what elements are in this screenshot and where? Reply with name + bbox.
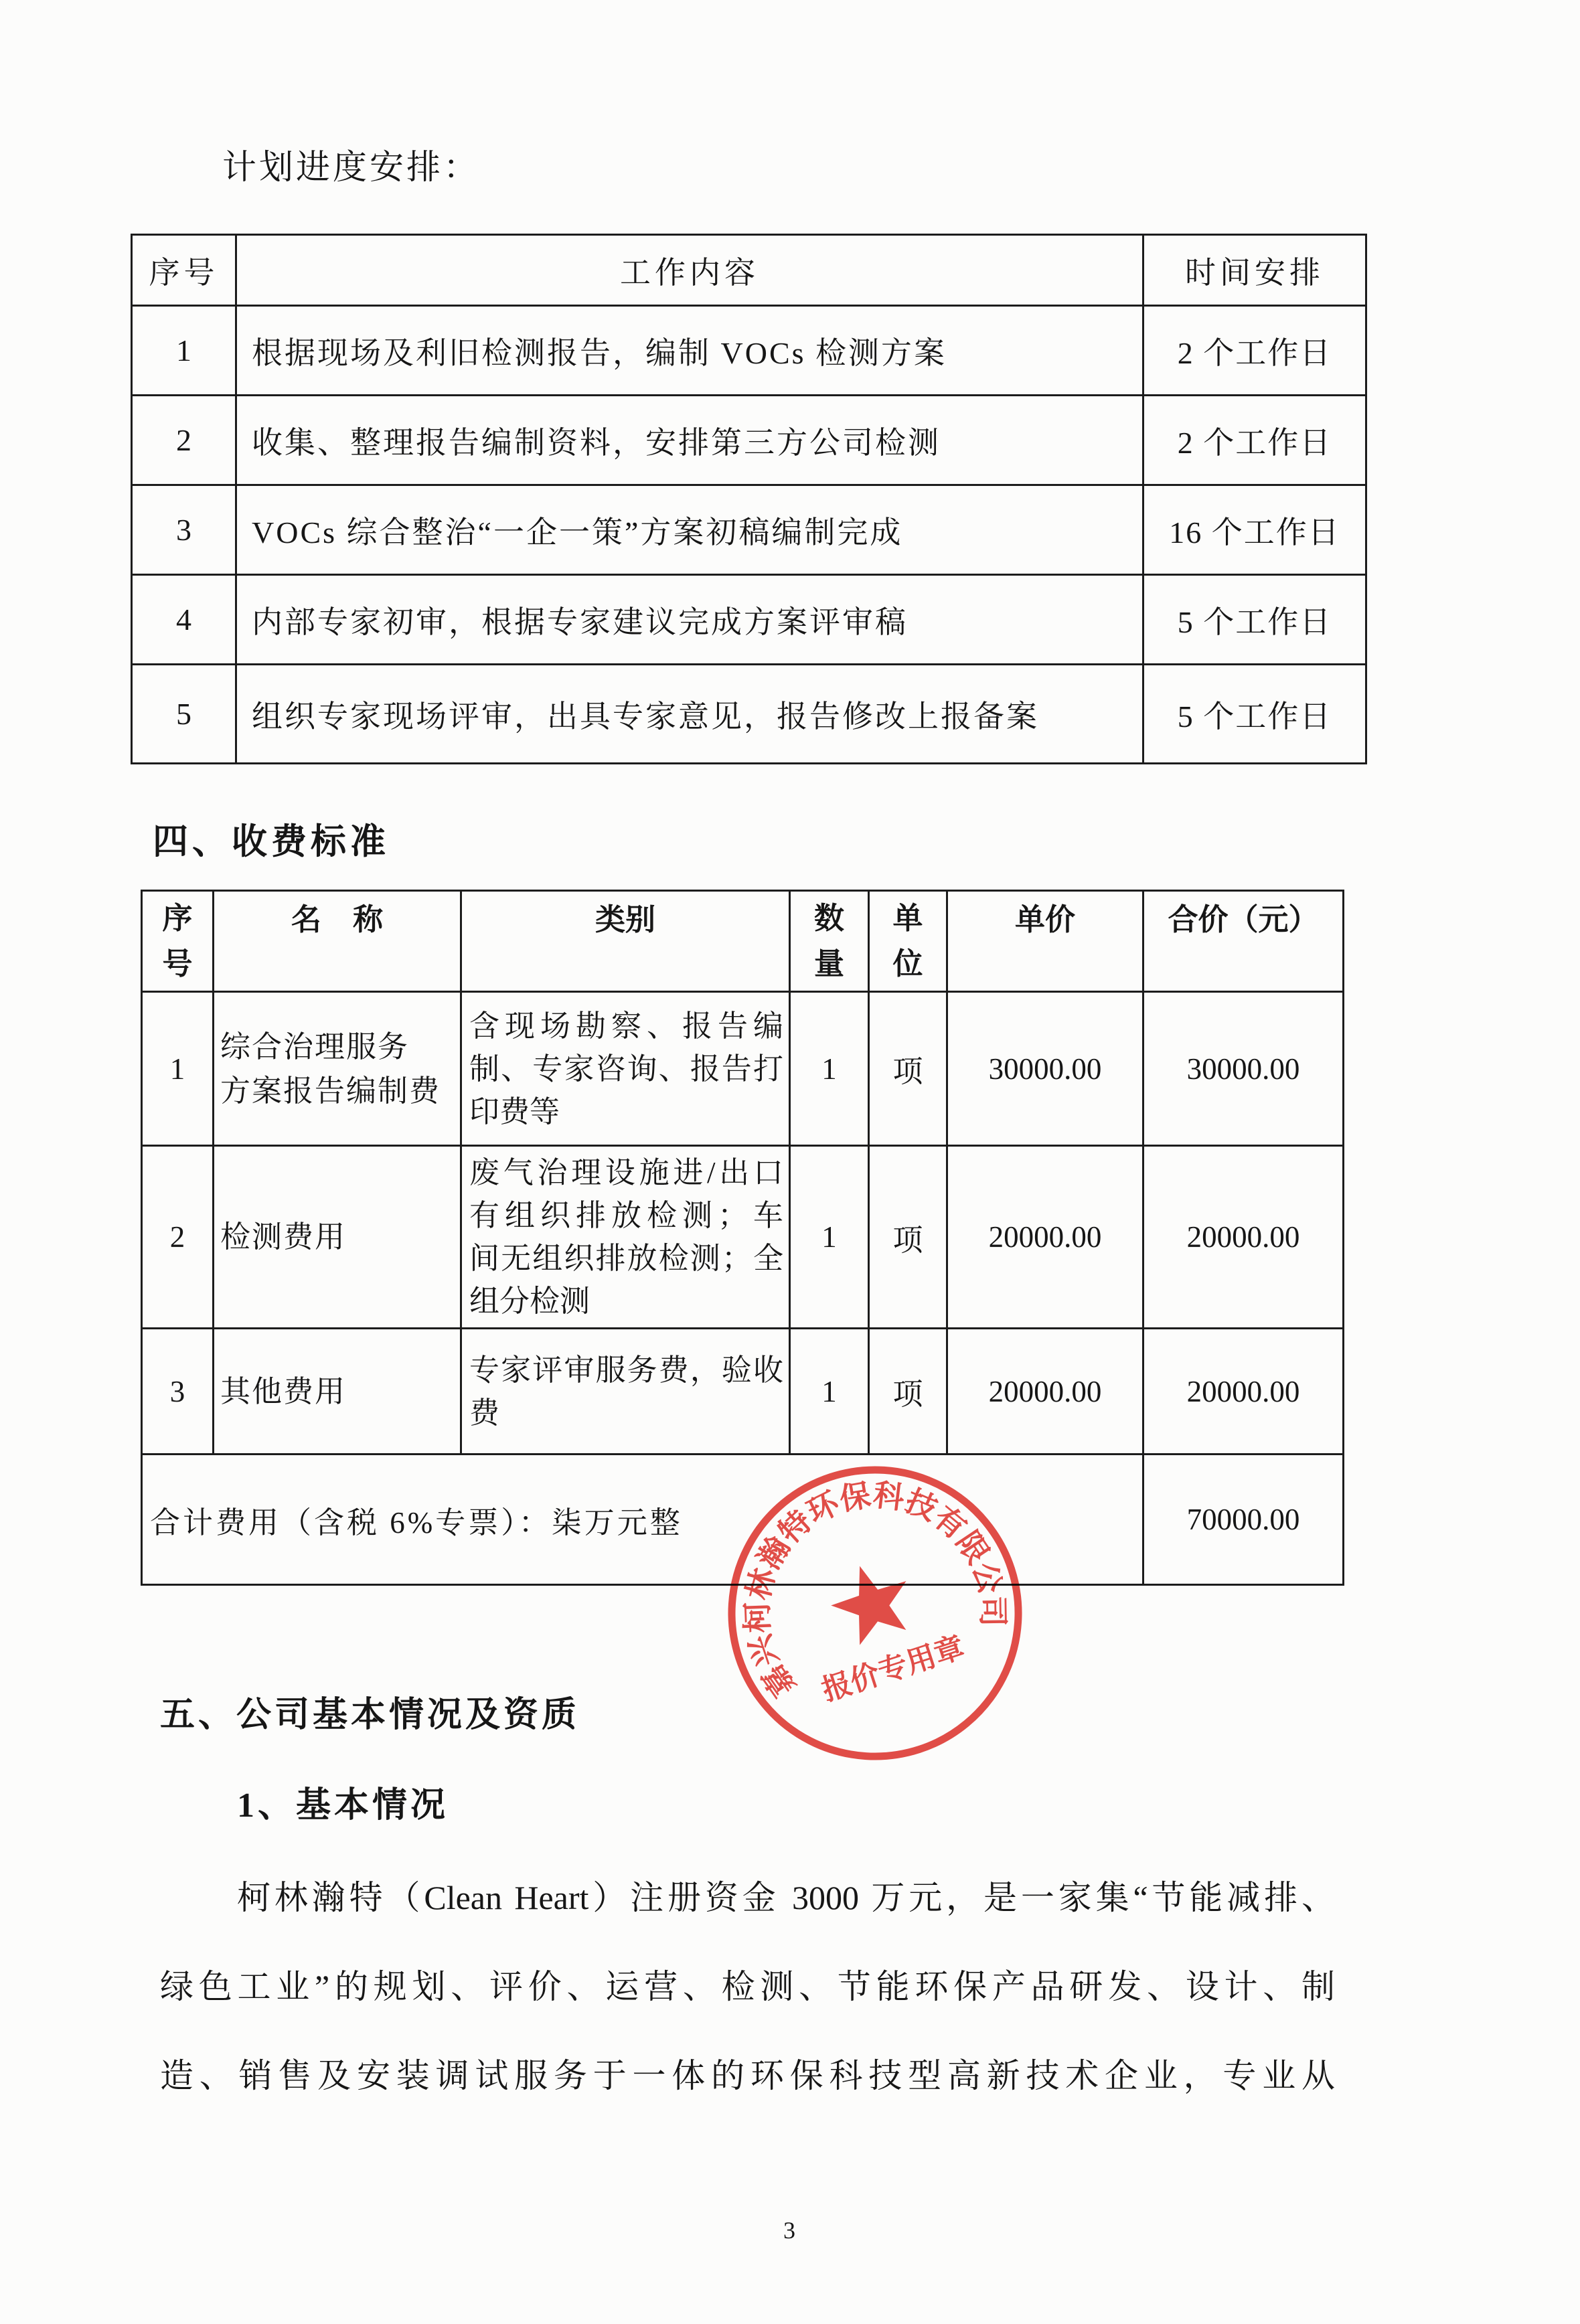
fee-cell-name <box>214 1146 461 1329</box>
schedule-header-time: 时间安排 <box>1143 235 1366 306</box>
fee-header-no-label: 序号 <box>162 902 193 981</box>
table-row <box>132 306 1366 396</box>
seal-center-text: 报价专用章 <box>817 1629 969 1708</box>
fee-name-line: 检测费用 <box>220 1220 347 1254</box>
schedule-cell-content: 根据现场及利旧检测报告，编制 VOCs 检测方案 <box>236 306 1143 396</box>
fee-category-line: 组分检测 <box>469 1284 590 1318</box>
paragraph-line: 绿色工业”的规划、评价、运营、检测、节能环保产品研发、设计、制 <box>160 1968 1335 2005</box>
fee-header-name <box>214 891 461 992</box>
fee-cell-no: 3 <box>142 1329 214 1455</box>
fee-name-line: 其他费用 <box>220 1374 347 1408</box>
schedule-cell-no: 4 <box>132 575 236 665</box>
schedule-cell-no: 5 <box>132 665 236 764</box>
fee-cell-total: 20000.00 <box>1143 1146 1344 1329</box>
fee-name-line: 方案报告编制费 <box>220 1074 441 1108</box>
fee-category-line: 含现场勘察、报告编 <box>469 1009 783 1043</box>
schedule-table <box>131 234 1367 764</box>
schedule-cell-no: 3 <box>132 485 236 575</box>
fee-header-unit-label: 单位 <box>892 902 923 981</box>
fee-cell-name <box>214 1329 461 1455</box>
schedule-cell-content: 组织专家现场评审，出具专家意见，报告修改上报备案 <box>236 665 1143 764</box>
fee-header-qty <box>790 891 869 992</box>
table-row <box>142 1146 1344 1329</box>
table-row <box>132 396 1366 485</box>
paragraph-line: 柯林瀚特（Clean Heart）注册资金 3000 万元，是一家集“节能减排、 <box>237 1879 1335 1916</box>
schedule-cell-time: 16 个工作日 <box>1143 485 1366 575</box>
schedule-cell-content: 收集、整理报告编制资料，安排第三方公司检测 <box>236 396 1143 485</box>
star-icon <box>822 1554 921 1649</box>
table-row <box>142 992 1344 1146</box>
fee-category-line: 费 <box>469 1396 500 1430</box>
fee-category-line: 专家评审服务费，验收 <box>469 1353 783 1387</box>
fee-category-line: 印费等 <box>469 1094 560 1129</box>
fee-cell-unit: 项 <box>869 1329 947 1455</box>
company-heading: 五、公司基本情况及资质 <box>160 1696 580 1734</box>
fee-cell-total: 30000.00 <box>1143 992 1344 1146</box>
fee-cell-no: 2 <box>142 1146 214 1329</box>
fee-header-total: 合价（元） <box>1143 891 1344 992</box>
fee-cell-name <box>214 992 461 1146</box>
fee-cell-unit: 项 <box>869 1146 947 1329</box>
fee-cell-no: 1 <box>142 992 214 1146</box>
table-row <box>142 1329 1344 1455</box>
fee-summary-total: 70000.00 <box>1143 1455 1344 1585</box>
schedule-heading: 计划进度安排： <box>222 149 481 187</box>
fee-header-price: 单价 <box>947 891 1143 992</box>
fee-cell-price: 20000.00 <box>947 1146 1143 1329</box>
seal-ring-textpath: 嘉兴柯林瀚特环保科技有限公司 <box>738 1476 1012 1704</box>
schedule-cell-time: 2 个工作日 <box>1143 306 1366 396</box>
schedule-cell-time: 2 个工作日 <box>1143 396 1366 485</box>
fee-header-unit <box>869 891 947 992</box>
schedule-header-content: 工作内容 <box>236 235 1143 306</box>
fee-category-line: 废气治理设施进/出口 <box>469 1156 783 1189</box>
fee-cell-category <box>461 1146 790 1329</box>
paragraph-line: 造、销售及安装调试服务于一体的环保科技型高新技术企业，专业从 <box>160 2057 1335 2094</box>
schedule-cell-content: VOCs 综合整治“一企一策”方案初稿编制完成 <box>236 485 1143 575</box>
fee-header-category: 类别 <box>461 891 790 992</box>
fee-cell-qty: 1 <box>790 1146 869 1329</box>
fee-summary-label: 合计费用（含税 6%专票）：柒万元整 <box>142 1455 1143 1585</box>
fee-category-line: 间无组织排放检测；全 <box>469 1242 783 1275</box>
fee-cell-unit: 项 <box>869 992 947 1146</box>
fee-cell-qty: 1 <box>790 992 869 1146</box>
table-row <box>132 665 1366 764</box>
fee-header-row <box>142 891 1344 992</box>
page-number: 3 <box>783 2217 795 2244</box>
fee-cell-total: 20000.00 <box>1143 1329 1344 1455</box>
company-seal <box>714 1452 1036 1774</box>
fee-header-qty-label: 数量 <box>813 902 844 981</box>
basic-info-subheading: 1、基本情况 <box>237 1787 449 1825</box>
table-row <box>132 575 1366 665</box>
fee-heading: 四、收费标准 <box>153 823 390 861</box>
fee-cell-category <box>461 992 790 1146</box>
fee-cell-qty: 1 <box>790 1329 869 1455</box>
fee-category-line: 有组织排放检测；车 <box>469 1199 783 1232</box>
schedule-cell-time: 5 个工作日 <box>1143 665 1366 764</box>
schedule-header-row <box>132 235 1366 306</box>
schedule-header-no: 序号 <box>132 235 236 306</box>
table-row <box>132 485 1366 575</box>
fee-header-name-label: 名 称 <box>291 903 384 936</box>
fee-name-line: 综合治理服务 <box>220 1029 410 1064</box>
fee-cell-price: 20000.00 <box>947 1329 1143 1455</box>
schedule-cell-no: 2 <box>132 396 236 485</box>
schedule-cell-time: 5 个工作日 <box>1143 575 1366 665</box>
schedule-cell-no: 1 <box>132 306 236 396</box>
fee-cell-price: 30000.00 <box>947 992 1143 1146</box>
schedule-cell-content: 内部专家初审，根据专家建议完成方案评审稿 <box>236 575 1143 665</box>
fee-category-line: 制、专家咨询、报告打 <box>469 1052 783 1086</box>
fee-header-no <box>142 891 214 992</box>
fee-cell-category <box>461 1329 790 1455</box>
